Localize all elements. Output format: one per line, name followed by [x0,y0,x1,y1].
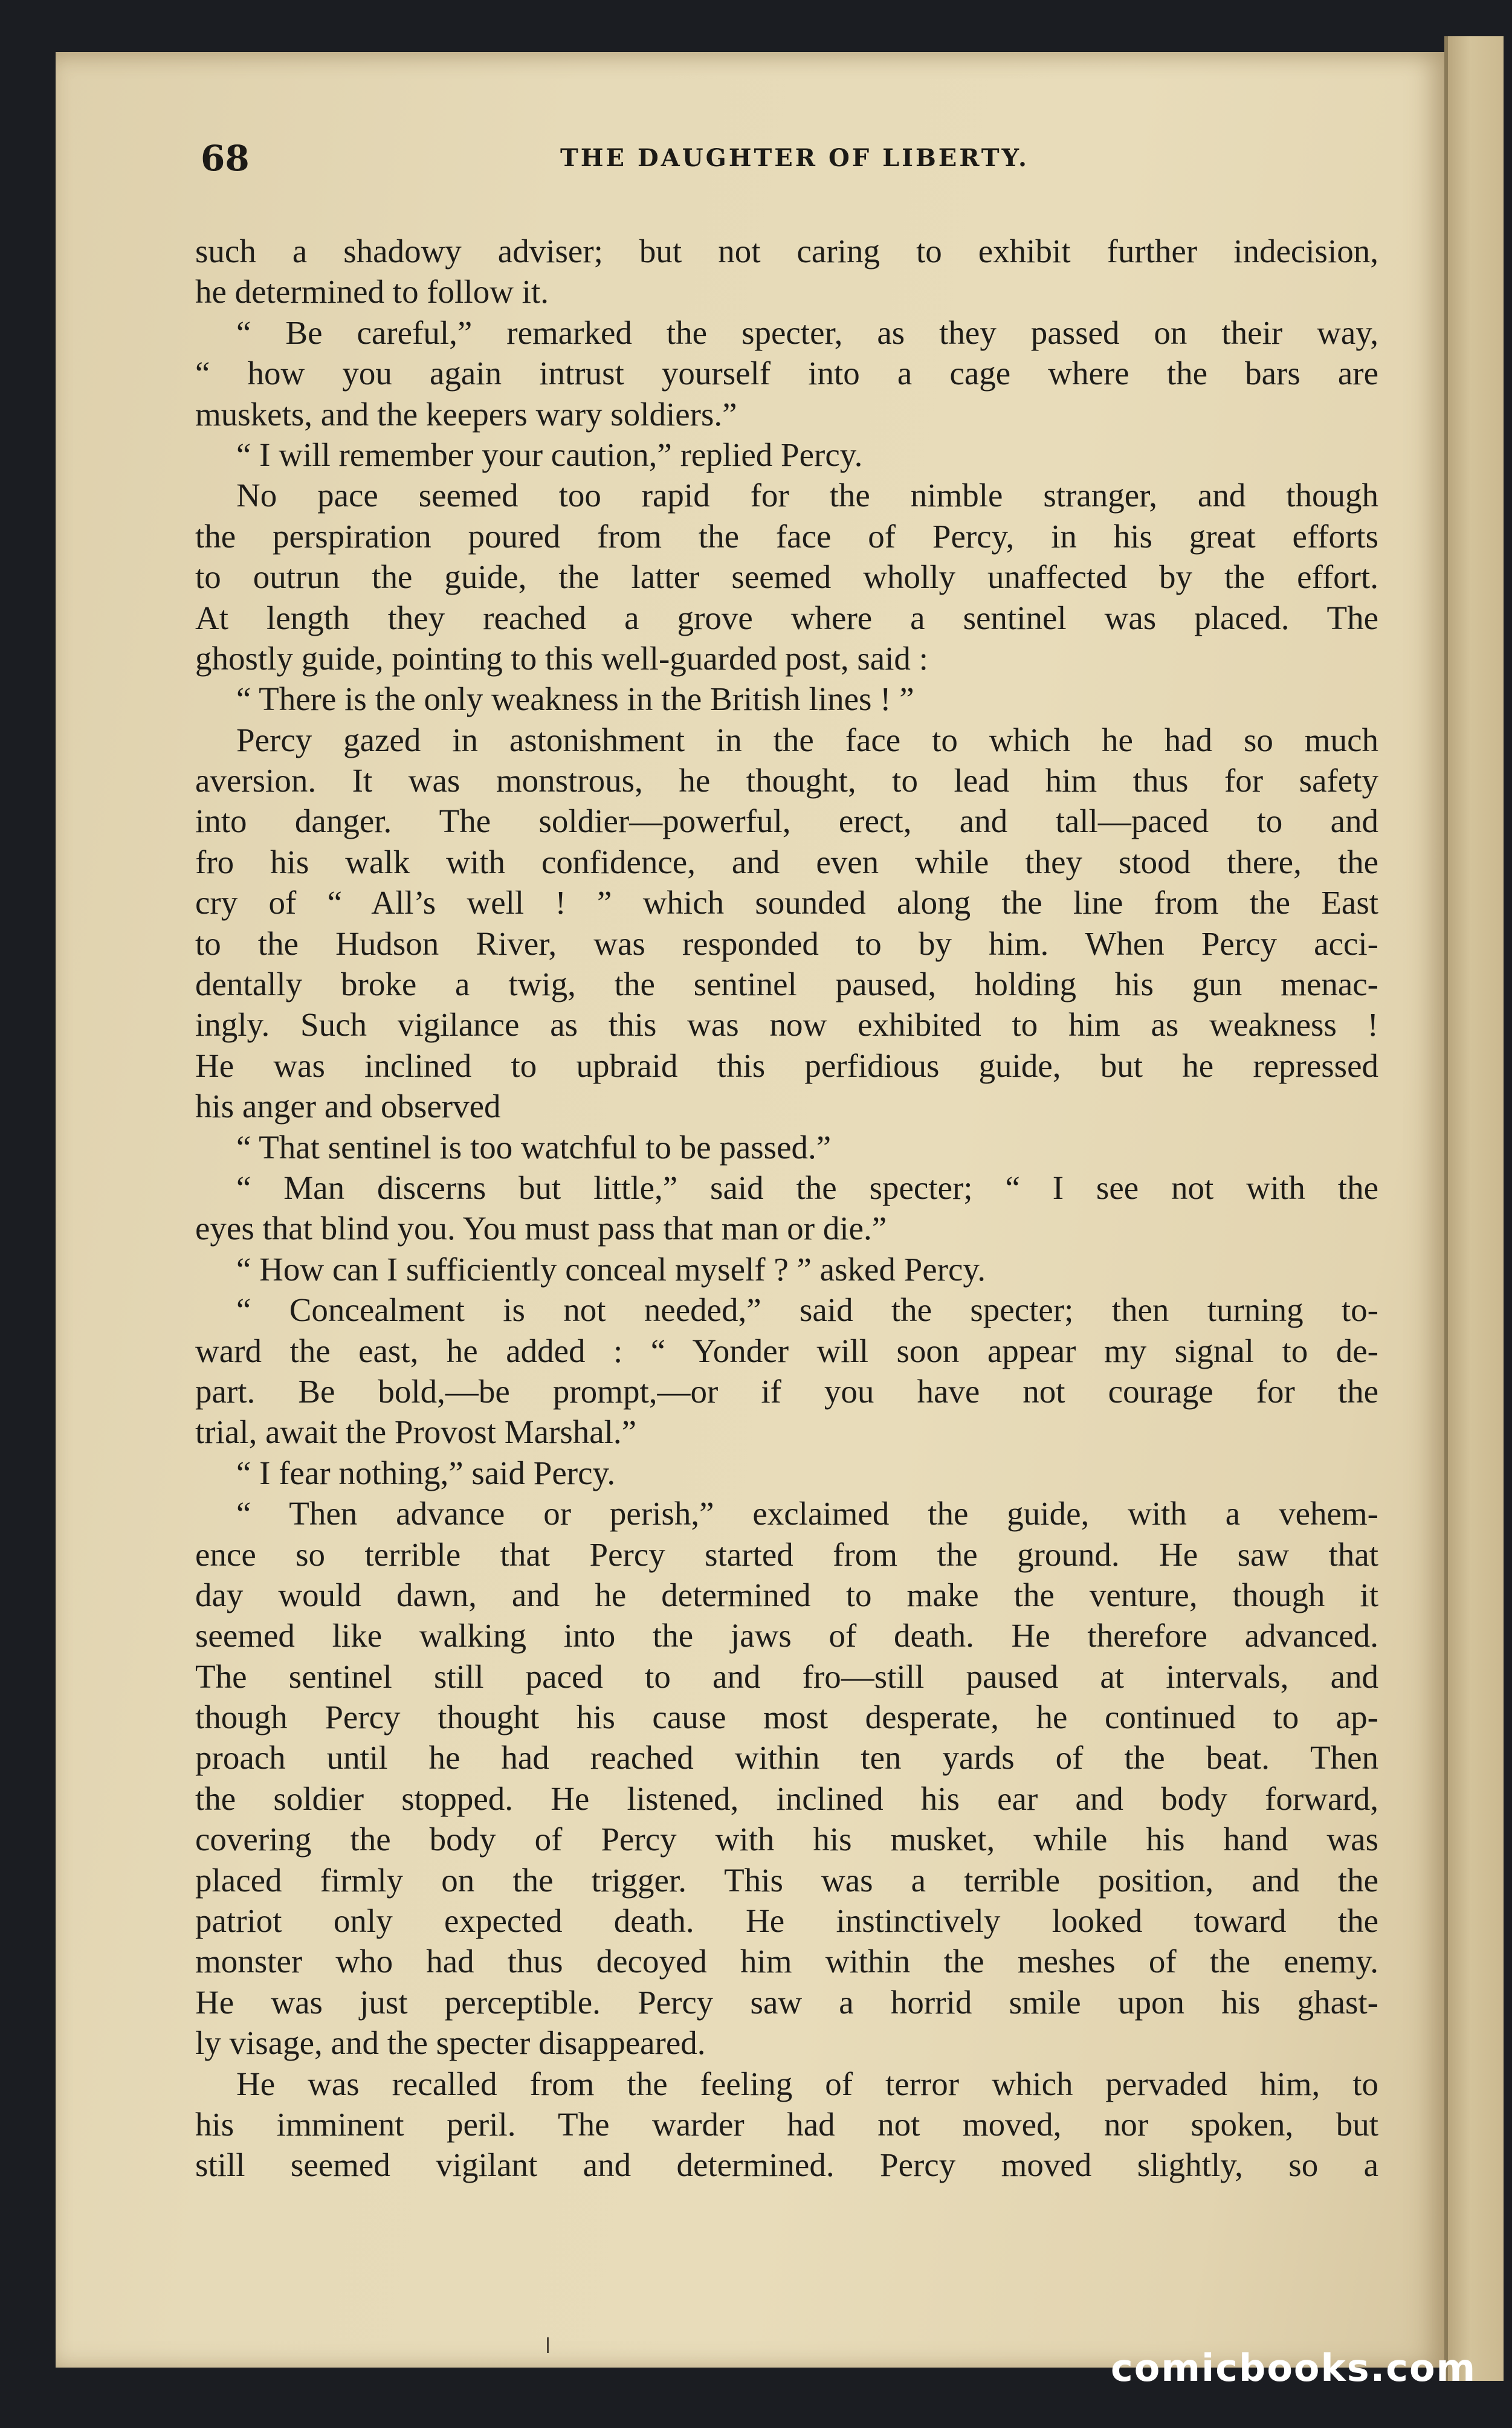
text-line: “ Concealment is not needed,” said the specter; then turning to- [236,1291,1378,1329]
print-mark [547,2337,549,2353]
text-line: “ How can I sufficiently conceal myself ? ” asked Percy. [236,1250,986,1288]
text-line: to outrun the guide, the latter seemed wholly unaffected by the effort. [195,558,1378,596]
text-line: ward the east, he added : “ Yonder will soon appear my signal to de- [195,1332,1378,1369]
text-line: Percy gazed in astonishment in the face to which he had so much [236,721,1378,758]
body-text [195,231,1378,2186]
text-line: “ I fear nothing,” said Percy. [236,1454,616,1491]
text-line: part. Be bold,—be prompt,—or if you have not courage for the [195,1372,1378,1410]
text-line: ghostly guide, pointing to this well-guarded post, said : [195,639,928,677]
text-line: eyes that blind you. You must pass that man or die.” [195,1210,887,1247]
text-line: ly visage, and the specter disappeared. [195,2024,706,2062]
text-line: still seemed vigilant and determined. Percy moved slightly, so a [195,2146,1378,2184]
text-line: into danger. The soldier—powerful, erect, and tall—paced to and [195,802,1378,840]
text-line: such a shadowy adviser; but not caring to exhibit further indecision, [195,233,1378,270]
text-line: fro his walk with confidence, and even while they stood there, the [195,843,1378,880]
text-line: monster who had thus decoyed him within the meshes of the enemy. [195,1943,1378,1980]
text-line: ence so terrible that Percy started from the ground. He saw that [195,1535,1378,1573]
text-line: his imminent peril. The warder had not moved, nor spoken, but [195,2105,1378,2143]
text-line: proach until he had reached within ten yards of the beat. Then [195,1739,1378,1777]
text-line: “ Man discerns but little,” said the specter; “ I see not with the [236,1169,1378,1206]
text-line: No pace seemed too rapid for the nimble stranger, and though [236,477,1378,514]
text-line: dentally broke a twig, the sentinel paused, holding his gun menac- [195,966,1378,1003]
text-line: “ Be careful,” remarked the specter, as they passed on their way, [236,314,1378,351]
text-line: aversion. It was monstrous, he thought, to lead him thus for safety [195,762,1378,799]
running-title: THE DAUGHTER OF LIBERTY. [560,144,1029,172]
text-line: he determined to follow it. [195,273,549,311]
text-line: He was just perceptible. Percy saw a horrid smile upon his ghast- [195,1983,1378,2021]
next-page-edge [1444,36,1504,2381]
text-line: to the Hudson River, was responded to by him. When Percy acci- [195,925,1378,962]
text-line: covering the body of Percy with his musket, while his hand was [195,1821,1378,1858]
text-line: placed firmly on the trigger. This was a terrible position, and the [195,1861,1378,1899]
text-line: “ There is the only weakness in the British lines ! ” [236,680,914,718]
text-line: patriot only expected death. He instinctively looked toward the [195,1902,1378,1940]
text-line: The sentinel still paced to and fro—still paused at intervals, and [195,1658,1378,1695]
text-line: seemed like walking into the jaws of death. He therefore advanced. [195,1617,1378,1655]
text-line: the perspiration poured from the face of Percy, in his great efforts [195,517,1378,555]
text-line: day would dawn, and he determined to make the venture, though it [195,1576,1378,1613]
page-number: 68 [201,138,250,179]
text-line: his anger and observed [195,1088,501,1125]
text-line: “ That sentinel is too watchful to be passed.” [236,1128,832,1166]
text-line: “ Then advance or perish,” exclaimed the guide, with a vehem- [236,1495,1378,1532]
text-line: though Percy thought his cause most desperate, he continued to ap- [195,1699,1378,1736]
text-line: He was inclined to upbraid this perfidious guide, but he repressed [195,1047,1378,1084]
text-line: “ how you again intrust yourself into a cage where the bars are [195,355,1378,392]
text-line: “ I will remember your caution,” replied Percy. [236,436,863,473]
text-line: muskets, and the keepers wary soldiers.” [195,395,737,433]
page-header [201,138,1168,180]
text-line: He was recalled from the feeling of terror which pervaded him, to [236,2065,1378,2102]
watermark-text: comicbooks.com [1111,2346,1477,2390]
text-line: the soldier stopped. He listened, inclined his ear and body forward, [195,1780,1378,1817]
text-line: trial, await the Provost Marshal.” [195,1413,637,1451]
text-line: ingly. Such vigilance as this was now exhibited to him as weakness ! [195,1006,1378,1044]
text-line: At length they reached a grove where a sentinel was placed. The [195,599,1378,636]
text-line: cry of “ All’s well ! ” which sounded along the line from the East [195,884,1378,922]
